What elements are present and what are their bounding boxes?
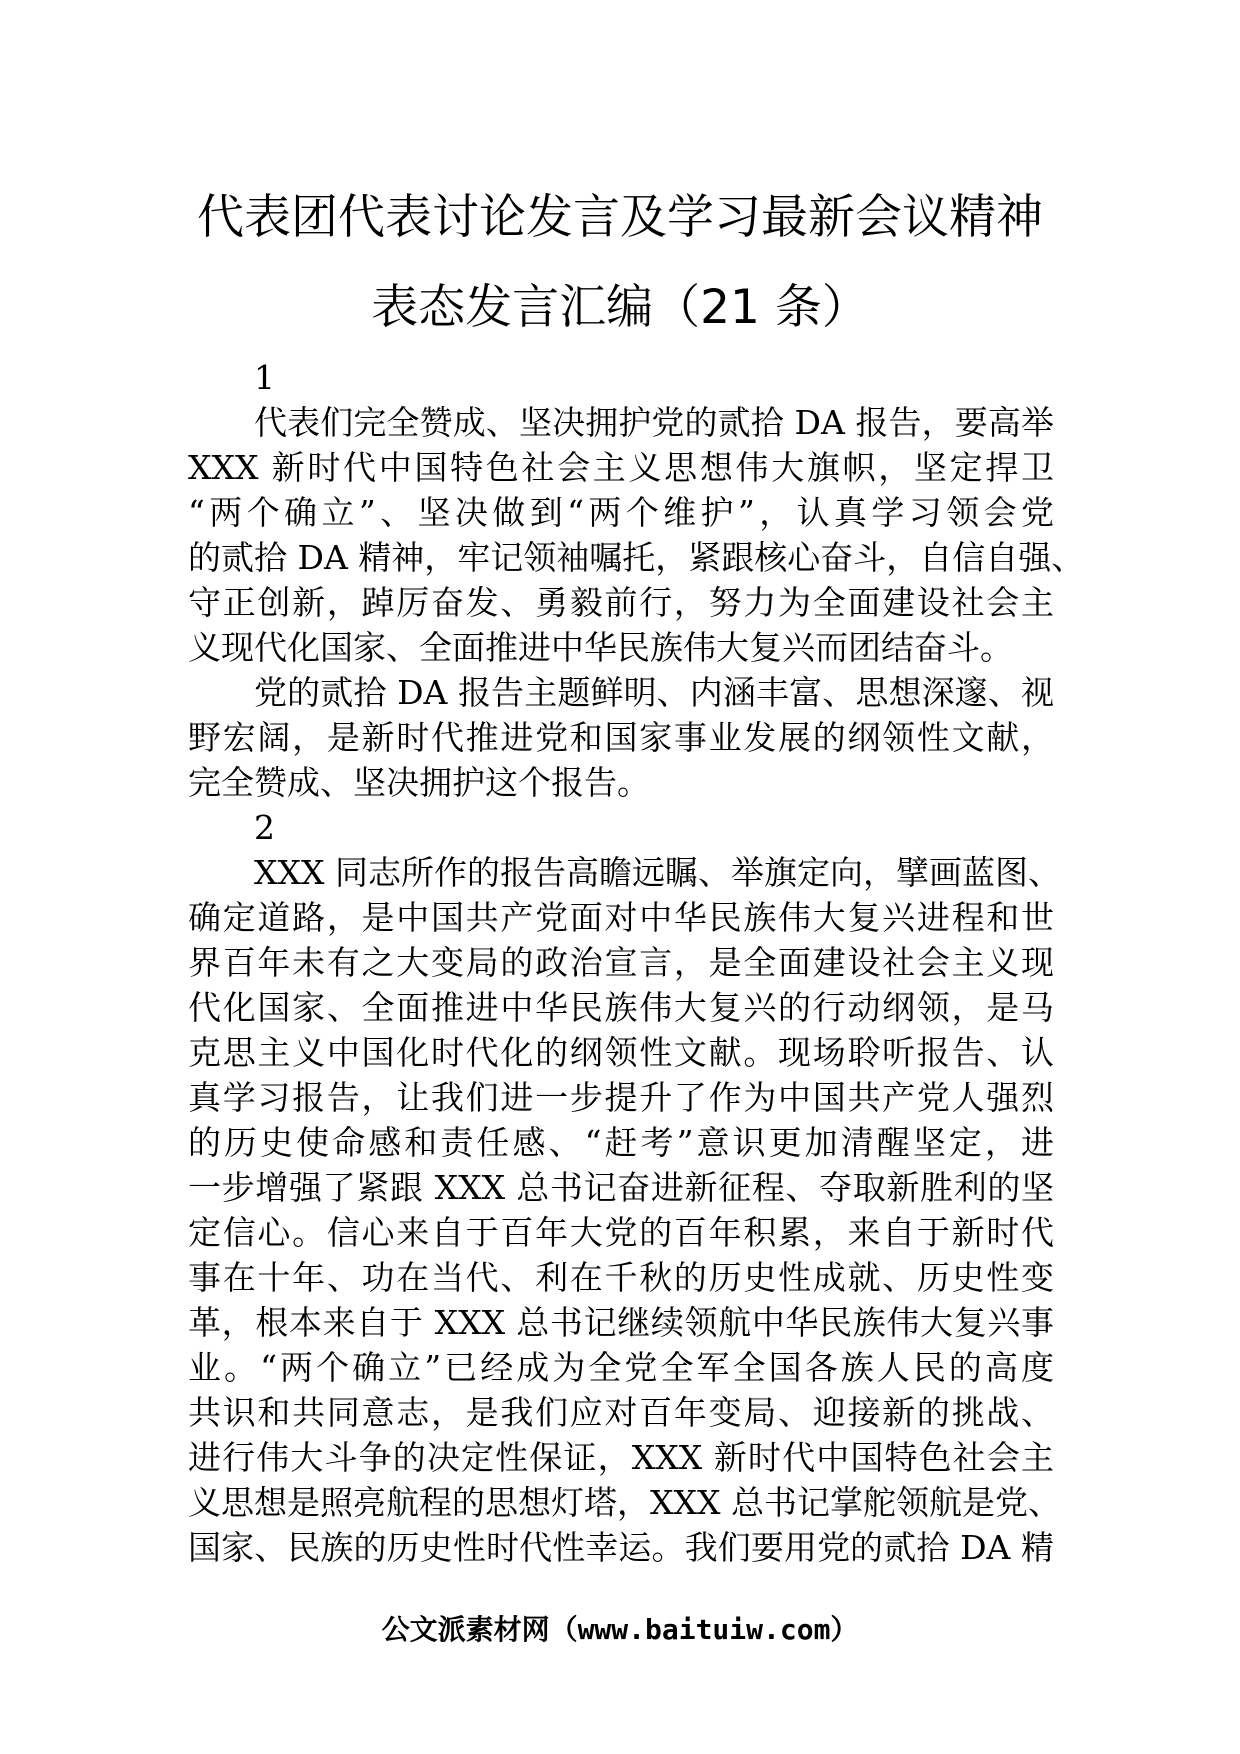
- paragraph-line: 野宏阔，是新时代推进党和国家事业发展的纲领性文献，: [188, 718, 1054, 757]
- paragraph: [188, 850, 1061, 1570]
- document-title-line-2: 表态发言汇编（21 条）: [371, 280, 869, 335]
- paragraph-line: 共识和共同意志，是我们应对百年变局、迎接新的挑战、: [188, 1393, 1054, 1432]
- paragraph-line: XXX 同志所作的报告高瞻远瞩、举旗定向，擘画蓝图、: [254, 853, 1061, 892]
- paragraph-line: “两个确立”、坚决做到“两个维护”，认真学习领会党: [188, 493, 1054, 532]
- paragraph-line: 国家、民族的历史性时代性幸运。我们要用党的贰拾 DA 精: [188, 1528, 1054, 1567]
- paragraph-line: 克思主义中国化时代化的纲领性文献。现场聆听报告、认: [188, 1033, 1054, 1072]
- section-number: 2: [254, 808, 275, 847]
- paragraph-line: 代化国家、全面推进中华民族伟大复兴的行动纲领，是马: [188, 988, 1054, 1027]
- paragraph-line: 义思想是照亮航程的思想灯塔，XXX 总书记掌舵领航是党、: [188, 1483, 1061, 1522]
- paragraph-line: 党的贰拾 DA 报告主题鲜明、内涵丰富、思想深邃、视: [254, 673, 1054, 712]
- paragraph-line: 进行伟大斗争的决定性保证，XXX 新时代中国特色社会主: [188, 1438, 1054, 1477]
- paragraph-line: 完全赞成、坚决拥护这个报告。: [188, 763, 650, 802]
- paragraph-line: 的历史使命感和责任感、“赶考”意识更加清醒坚定，进: [188, 1123, 1054, 1162]
- paragraph-line: 一步增强了紧跟 XXX 总书记奋进新征程、夺取新胜利的坚: [188, 1168, 1054, 1207]
- paragraph-line: 守正创新，踔厉奋发、勇毅前行，努力为全面建设社会主: [188, 583, 1054, 622]
- paragraph-line: 界百年未有之大变局的政治宣言，是全面建设社会主义现: [188, 943, 1054, 982]
- paragraph-line: XXX 新时代中国特色社会主义思想伟大旗帜，坚定捍卫: [188, 448, 1054, 487]
- document-body: [188, 355, 1085, 1570]
- page-footer-watermark: 公文派素材网（www.baituiw.com）: [381, 1613, 859, 1646]
- paragraph-line: 的贰拾 DA 精神，牢记领袖嘱托，紧跟核心奋斗，自信自强、: [188, 538, 1085, 577]
- section-number: 1: [254, 358, 275, 397]
- paragraph-line: 确定道路，是中国共产党面对中华民族伟大复兴进程和世: [188, 898, 1054, 937]
- paragraph-line: 代表们完全赞成、坚决拥护党的贰拾 DA 报告，要高举: [254, 403, 1054, 442]
- document-title-line-1: 代表团代表讨论发言及学习最新会议精神: [197, 190, 1043, 245]
- paragraph-line: 事在十年、功在当代、利在千秋的历史性成就、历史性变: [188, 1258, 1054, 1297]
- paragraph-line: 革，根本来自于 XXX 总书记继续领航中华民族伟大复兴事: [188, 1303, 1054, 1342]
- paragraph-line: 定信心。信心来自于百年大党的百年积累，来自于新时代: [188, 1213, 1054, 1252]
- paragraph-line: 真学习报告，让我们进一步提升了作为中国共产党人强烈: [188, 1078, 1054, 1117]
- paragraph: [188, 400, 1085, 670]
- paragraph-line: 业。“两个确立”已经成为全党全军全国各族人民的高度: [188, 1348, 1054, 1387]
- paragraph-line: 义现代化国家、全面推进中华民族伟大复兴而团结奋斗。: [188, 628, 1013, 667]
- paragraph: [188, 670, 1054, 805]
